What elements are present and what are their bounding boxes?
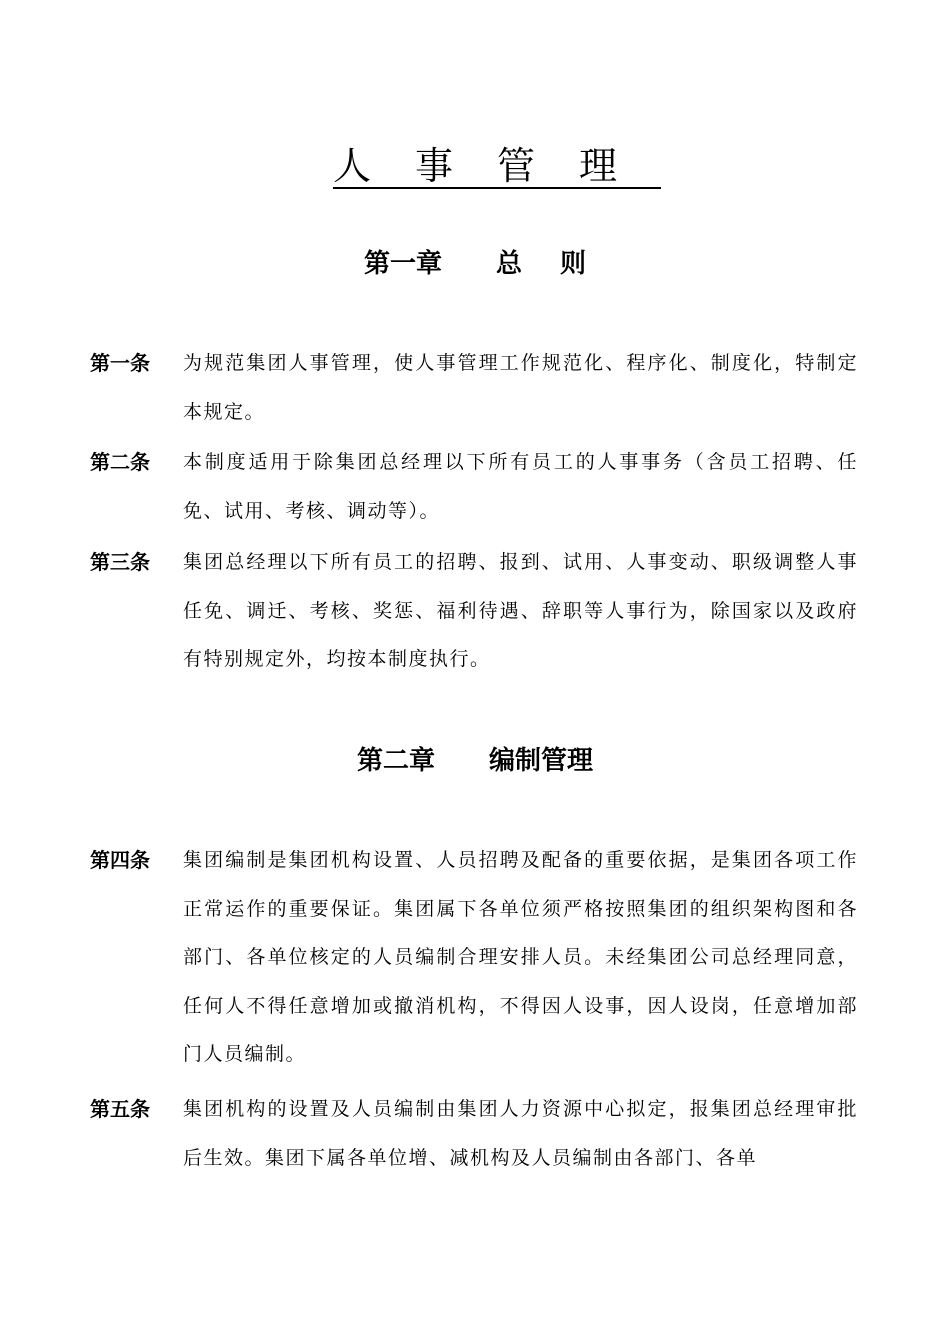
chapter-2-number: 第二章 <box>356 746 435 776</box>
document-title <box>0 138 950 202</box>
article-2 <box>90 438 858 535</box>
article-4 <box>90 836 858 1079</box>
chapter-2-name: 编制管理 <box>489 746 594 776</box>
article-2-number: 第二条 <box>90 450 150 474</box>
article-4-number: 第四条 <box>90 848 150 872</box>
chapter-1-name: 总则 <box>496 249 625 279</box>
chapter-1-number: 第一章 <box>363 249 442 279</box>
chapter-2-heading <box>0 741 950 781</box>
article-1-number: 第一条 <box>90 351 150 375</box>
document-title-text: 人事管理 <box>332 144 661 188</box>
article-1 <box>90 339 858 436</box>
article-5 <box>90 1085 858 1182</box>
chapter-1-heading <box>0 244 950 284</box>
article-2-text: 本制度适用于除集团总经理以下所有员工的人事事务（含员工招聘、任免、试用、考核、调动等）。 <box>183 451 858 522</box>
article-3 <box>90 538 858 684</box>
article-1-text: 为规范集团人事管理，使人事管理工作规范化、程序化、制度化，特制定本规定。 <box>183 352 858 423</box>
article-3-text: 集团总经理以下所有员工的招聘、报到、试用、人事变动、职级调整人事任免、调迁、考核、奖惩、福利待遇、辞职等人事行为，除国家以及政府有特别规定外，均按本制度执行。 <box>183 551 858 670</box>
article-3-number: 第三条 <box>90 550 150 574</box>
article-5-text: 集团机构的设置及人员编制由集团人力资源中心拟定，报集团总经理审批后生效。集团下属各单位增、减机构及人员编制由各部门、各单 <box>183 1098 858 1169</box>
article-4-text: 集团编制是集团机构设置、人员招聘及配备的重要依据，是集团各项工作正常运作的重要保证。集团属下各单位须严格按照集团的组织架构图和各部门、各单位核定的人员编制合理安排人员。未经集团公司总经理同意，任何人不得任意增加或撤消机构，不得因人设事，因人设岗，任意增加部门人员编制。 <box>183 849 858 1065</box>
article-5-number: 第五条 <box>90 1097 150 1121</box>
